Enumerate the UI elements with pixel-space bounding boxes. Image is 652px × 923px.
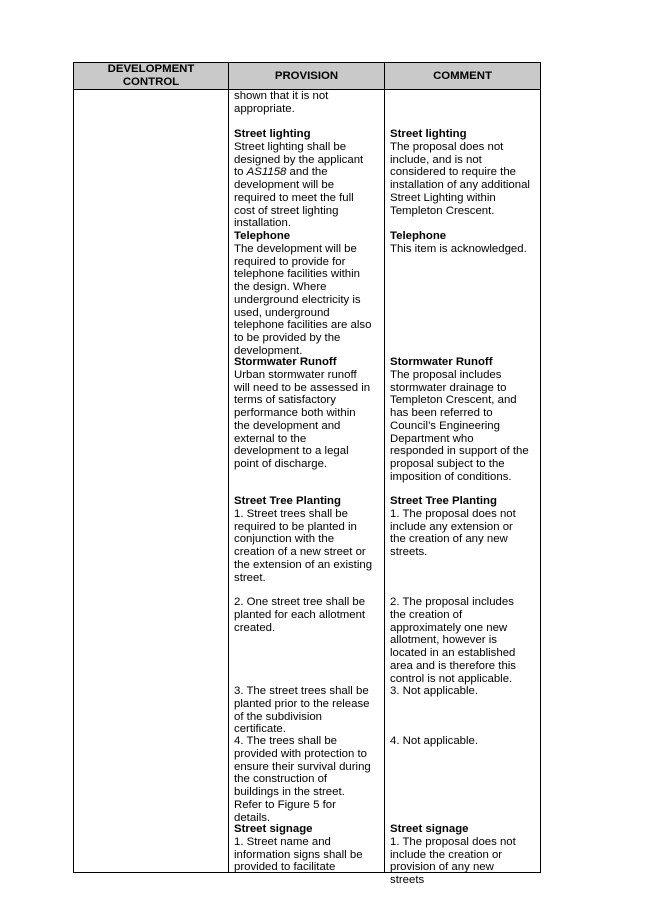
comment-street-tree-3: 3. Not applicable. [390,685,479,697]
comment-street-lighting-heading: Street lighting [390,128,467,140]
provision-street-lighting-heading: Street lighting [234,128,311,140]
comment-street-tree [390,495,530,559]
table-row [74,90,541,873]
provision-street-lighting-text: Street lighting shall be designed by the applicant to AS1158 and the development will be required to meet the full cost of street lighting installation. [234,140,364,230]
comment-cell [385,90,541,886]
header-provision: PROVISION [229,63,385,90]
comment-stormwater-text: The proposal includes stormwater drainage to Templeton Crescent, and has been referred to Council’s Engineering Department who responded in support of the proposal subject to the imposition of conditions. [390,368,529,483]
provision-street-tree-1: 1. Street trees shall be required to be planted in conjunction with the creation of a new street or the extension of an existing street. [234,507,373,584]
comment-street-lighting-text: The proposal does not include, and is not considered to require the installation of any additional Street Lighting within Templeton Crescent. [390,140,530,217]
development-control-cell [74,90,229,873]
provision-stormwater-text: Urban stormwater runoff will need to be assessed in terms of satisfactory performance both within the development and external to the development to a legal point of discharge. [234,368,371,470]
provision-street-tree-heading: Street Tree Planting [234,495,341,507]
comment-stormwater-heading: Stormwater Runoff [390,356,493,368]
comment-street-tree-1: 1. The proposal does not include any extension or the creation of any new streets. [390,507,516,558]
comment-street-signage [390,823,530,887]
comment-street-tree-heading: Street Tree Planting [390,495,497,507]
comment-stormwater [390,356,530,484]
provision-stormwater [234,356,374,471]
provision-street-lighting [234,128,374,230]
comment-street-tree-4: 4. Not applicable. [390,735,479,747]
provision-stormwater-heading: Stormwater Runoff [234,356,337,368]
provision-street-signage [234,823,374,874]
provision-telephone [234,230,374,358]
comment-street-signage-heading: Street signage [390,823,469,835]
comment-street-lighting [390,128,530,217]
provision-cell [229,90,385,873]
provision-telephone-text: The development will be required to provide for telephone facilities within the design. Where underground electricity is used, underground telephone facilities are also to be provided by the development. [234,242,372,357]
provision-continuation: shown that it is not appropriate. [234,90,329,115]
comment-street-signage-1: 1. The proposal does not include the creation or provision of any new streets [390,835,516,886]
provision-street-signage-1: 1. Street name and information signs shall be provided to facilitate [234,835,363,874]
header-comment: COMMENT [385,63,541,90]
provision-street-tree-3: 3. The street trees shall be planted prior to the release of the subdivision certificate. [234,685,370,736]
provision-street-tree [234,495,374,584]
comment-telephone [390,230,530,256]
provision-street-tree-4: 4. The trees shall be provided with protection to ensure their survival during the construction of buildings in the street. Refer to Figure 5 for details. [234,735,371,824]
provision-street-tree-2: 2. One street tree shall be planted for each allotment created. [234,596,366,634]
comment-street-tree-2: 2. The proposal includes the creation of approximately one new allotment, however is located in an established area and is therefore this control is not applicable. [390,596,517,685]
controls-table [73,62,541,886]
provision-street-signage-heading: Street signage [234,823,313,835]
table-header-row [74,63,541,90]
comment-telephone-heading: Telephone [390,230,447,242]
comment-telephone-text: This item is acknowledged. [390,242,527,255]
provision-telephone-heading: Telephone [234,230,291,242]
header-development-control: DEVELOPMENT CONTROL [74,63,229,90]
